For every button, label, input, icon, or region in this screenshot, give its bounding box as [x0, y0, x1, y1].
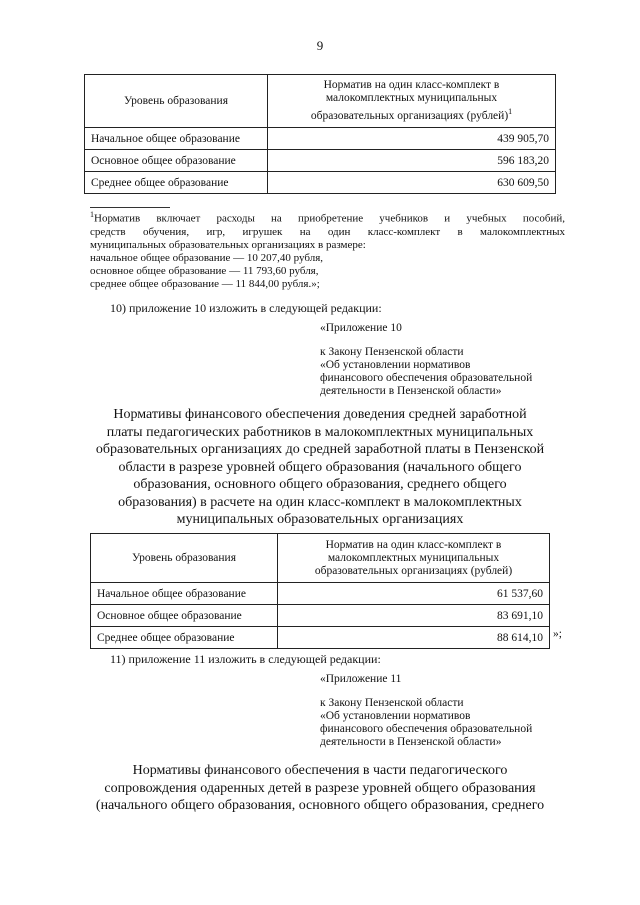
norm-table-2	[90, 533, 550, 649]
heading-line: (начального общего образования, основного общего образования, среднего	[95, 798, 545, 813]
appendix-10-reference	[320, 346, 532, 398]
heading-line: платы педагогических работников в малокомплектных муниципальных	[106, 424, 534, 440]
appendix-line: «Об установлении нормативов	[320, 710, 471, 722]
appendix-line: финансового обеспечения образовательной	[320, 372, 533, 384]
header-line: Норматив на один класс-комплект в	[323, 79, 500, 92]
item-11: 11) приложение 11 изложить в следующей редакции:	[110, 652, 381, 666]
header-line: образовательных организациях (рублей)	[314, 564, 513, 577]
footnote-marker: 1	[90, 210, 94, 219]
level-cell: Начальное общее образование	[91, 583, 278, 605]
footnote-line: начальное общее образование — 10 207,40 рубля,	[90, 251, 324, 264]
item-10: 10) приложение 10 изложить в следующей редакции:	[110, 301, 382, 315]
table-row	[91, 605, 550, 627]
value-cell: 630 609,50	[268, 172, 556, 194]
value-cell: 439 905,70	[268, 128, 556, 150]
value-cell: 88 614,10	[278, 627, 550, 649]
appendix-10-title: «Приложение 10	[320, 322, 402, 334]
footnote	[90, 208, 565, 291]
table-row	[85, 172, 556, 194]
level-cell: Основное общее образование	[85, 150, 268, 172]
appendix-11-title: «Приложение 11	[320, 673, 402, 685]
section-heading-11	[60, 762, 580, 815]
column-header-norm	[278, 534, 550, 583]
heading-line: Нормативы финансового обеспечения в части педагогического	[132, 763, 508, 778]
heading-line: образовательных организациях до средней заработной платы в Пензенской	[95, 442, 545, 457]
value-cell: 61 537,60	[278, 583, 550, 605]
header-line: образовательных организациях (рублей)	[310, 109, 509, 122]
value-cell: 596 183,20	[268, 150, 556, 172]
appendix-line: деятельности в Пензенской области»	[320, 736, 502, 748]
section-heading-10	[60, 406, 580, 529]
footnote-line: средств обучения, игр, игрушек на один класс-комплект в малокомплектных	[90, 225, 565, 238]
table-2-closing-quote: »;	[553, 628, 562, 640]
appendix-line: финансового обеспечения образовательной	[320, 723, 533, 735]
column-header-level: Уровень образования	[85, 75, 268, 128]
footnote-text: Норматив включает расходы на приобретение учебников и учебных пособий,	[94, 212, 565, 225]
heading-line: сопровождения одаренных детей в разрезе уровней общего образования	[104, 780, 536, 796]
level-cell: Начальное общее образование	[85, 128, 268, 150]
heading-line: муниципальных образовательных организациях	[176, 512, 464, 527]
appendix-line: к Закону Пензенской области	[320, 697, 464, 709]
heading-line: Нормативы финансового обеспечения доведения средней заработной	[113, 407, 527, 422]
table-header-row	[85, 75, 556, 128]
appendix-line: «Об установлении нормативов	[320, 359, 471, 371]
column-header-norm	[268, 75, 556, 128]
column-header-level: Уровень образования	[91, 534, 278, 583]
level-cell: Основное общее образование	[91, 605, 278, 627]
table-row	[91, 627, 550, 649]
footnote-ref: 1	[508, 107, 513, 117]
footnote-line	[90, 208, 565, 226]
footnote-line: основное общее образование — 11 793,60 рубля,	[90, 264, 319, 277]
header-line: малокомплектных муниципальных	[325, 92, 498, 105]
heading-line: образования) в расчете на один класс-комплект в малокомплектных	[118, 494, 522, 510]
table-row	[85, 128, 556, 150]
appendix-line: к Закону Пензенской области	[320, 346, 464, 358]
appendix-line: деятельности в Пензенской области»	[320, 385, 502, 397]
value-cell: 83 691,10	[278, 605, 550, 627]
footnote-line: среднее общее образование — 11 844,00 рубля.»;	[90, 277, 320, 290]
level-cell: Среднее общее образование	[85, 172, 268, 194]
norm-table-1	[84, 74, 556, 194]
table-row	[85, 150, 556, 172]
footnote-line: муниципальных образовательных организациях в размере:	[90, 238, 366, 251]
table-header-row	[91, 534, 550, 583]
level-cell: Среднее общее образование	[91, 627, 278, 649]
header-line: Норматив на один класс-комплект в	[325, 538, 502, 551]
heading-line: области в разрезе уровней общего образования (начального общего	[118, 459, 522, 475]
page-number: 9	[316, 38, 324, 53]
header-line: малокомплектных муниципальных	[327, 551, 500, 564]
table-row	[91, 583, 550, 605]
heading-line: образования, основного общего образования, среднего общего	[133, 477, 507, 492]
appendix-11-reference	[320, 697, 532, 749]
